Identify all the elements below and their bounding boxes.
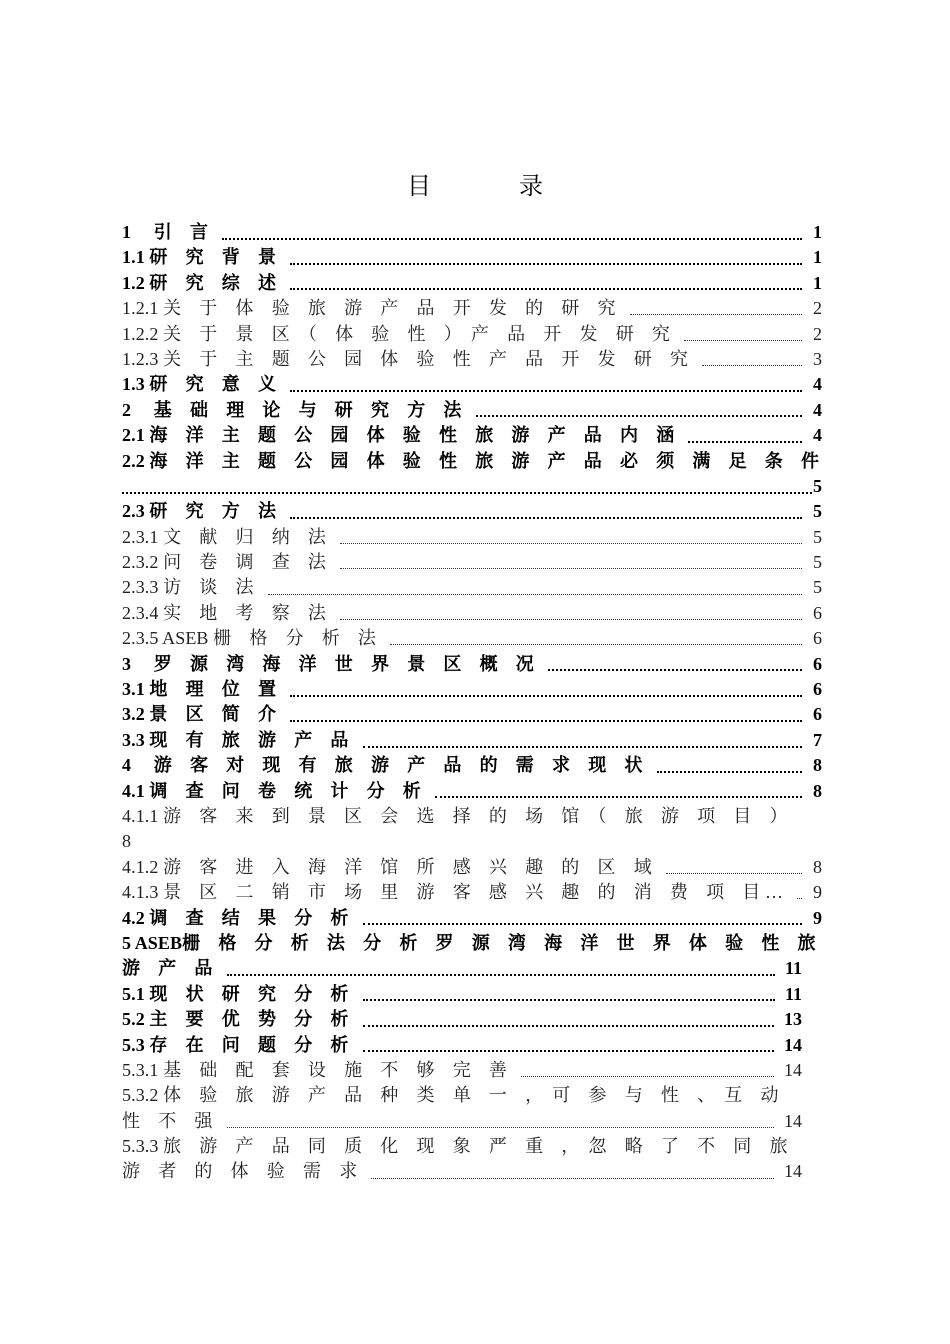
toc-entry-page: 2	[813, 323, 822, 344]
toc-entry-label: 1.2.2 关 于 景 区 （ 体 验 性 ） 产 品 开 发 研 究	[122, 323, 670, 344]
toc-entry-label: 2.3.1 文 献 归 纳 法	[122, 526, 326, 547]
toc-entry[interactable]	[122, 474, 822, 499]
toc-entry-page: 6	[813, 653, 822, 674]
toc-entry[interactable]	[122, 271, 822, 296]
toc-leader-dots	[371, 1178, 774, 1179]
toc-entry-label: 4 游 客 对 现 有 旅 游 产 品 的 需 求 现 状	[122, 755, 643, 776]
toc-entry[interactable]	[122, 245, 822, 270]
toc-entry[interactable]	[122, 982, 802, 1007]
toc-entry-page: 3	[813, 348, 822, 369]
toc-leader-dots	[363, 1050, 775, 1052]
toc-entry-page: 7	[813, 729, 822, 750]
toc-entry[interactable]	[122, 601, 822, 626]
toc-entry-label: 游 产 品	[122, 958, 213, 979]
toc-title	[0, 166, 950, 201]
toc-entry-page: 14	[784, 1034, 802, 1055]
toc-leader-dots	[630, 314, 802, 315]
toc-entry-label: 5.2 主 要 优 势 分 析	[122, 1009, 349, 1030]
toc-leader-dots	[122, 492, 812, 494]
toc-entry-label: 5.3.2 体 验 旅 游 产 品 种 类 单 一 ， 可 参 与 性 、 互 动	[122, 1085, 779, 1106]
toc-entry-page: 5	[813, 475, 822, 496]
toc-entry-page: 9	[813, 882, 822, 903]
toc-entry-page: 5	[813, 552, 822, 573]
toc-entry-label: 2 基 础 理 论 与 研 究 方 法	[122, 399, 462, 420]
toc-entry[interactable]	[122, 931, 822, 956]
toc-entry[interactable]	[122, 626, 822, 651]
toc-leader-dots	[290, 390, 802, 392]
toc-entry[interactable]	[122, 1007, 802, 1032]
toc-entry-page: 9	[813, 907, 822, 928]
toc-entry-page: 1	[813, 222, 822, 242]
toc-leader-dots	[476, 415, 803, 417]
toc-entry-page: 5	[813, 501, 822, 522]
toc-leader-dots	[363, 923, 803, 925]
toc-entry[interactable]	[122, 855, 822, 880]
toc-entry-page: 11	[784, 983, 802, 1004]
toc-entry[interactable]	[122, 1134, 822, 1159]
toc-leader-dots	[390, 644, 802, 645]
toc-entry[interactable]	[122, 575, 822, 600]
toc-entry-label: 1 引 言	[122, 222, 209, 242]
toc-entry-page: 11	[784, 958, 802, 979]
toc-entry-label: 5.3.1 基 础 配 套 设 施 不 够 完 善	[122, 1059, 507, 1080]
toc-leader-dots	[290, 263, 802, 265]
toc-entry[interactable]	[122, 753, 822, 778]
toc-entry[interactable]	[122, 322, 822, 347]
toc-entry-page: 4	[813, 425, 822, 446]
toc-entry-page: 4	[813, 399, 822, 420]
toc-leader-dots	[363, 999, 775, 1001]
toc-entry[interactable]	[122, 1058, 802, 1083]
toc-entry-label: 3.2 景 区 简 介	[122, 704, 277, 725]
toc-entry-label: 1.2.1 关 于 体 验 旅 游 产 品 开 发 的 研 究	[122, 298, 616, 319]
toc-leader-dots	[227, 974, 775, 976]
toc-entry[interactable]	[122, 1083, 822, 1108]
toc-leader-dots	[702, 365, 802, 366]
toc-entry-label: 3.1 地 理 位 置	[122, 679, 277, 700]
toc-entry-label: 2.2 海 洋 主 题 公 园 体 验 性 旅 游 产 品 必 须 满 足 条 件	[122, 450, 820, 471]
table-of-contents	[122, 220, 822, 1185]
toc-entry-label: 3 罗 源 湾 海 洋 世 界 景 区 概 况	[122, 653, 534, 674]
toc-entry-label: 5.1 现 状 研 究 分 析	[122, 983, 349, 1004]
toc-title-char-2: 录	[519, 174, 543, 200]
toc-leader-dots	[290, 720, 802, 722]
toc-leader-dots	[222, 238, 802, 240]
toc-entry-page: 8	[813, 856, 822, 877]
toc-entry-page: 4	[813, 374, 822, 395]
toc-entry[interactable]	[122, 728, 822, 753]
toc-entry[interactable]	[122, 398, 822, 423]
toc-entry-label: 1.2 研 究 综 述	[122, 272, 277, 293]
toc-leader-dots	[227, 1127, 775, 1128]
toc-entry-label: 1.3 研 究 意 义	[122, 374, 277, 395]
toc-entry[interactable]	[122, 423, 822, 448]
toc-entry[interactable]	[122, 1033, 802, 1058]
toc-leader-dots	[340, 543, 802, 544]
toc-entry-label: 2.3 研 究 方 法	[122, 501, 277, 522]
toc-entry-label: 4.1 调 查 问 卷 统 计 分 析	[122, 780, 421, 801]
toc-entry-label: 1.1 研 究 背 景	[122, 247, 277, 268]
toc-entry-page: 14	[784, 1059, 802, 1080]
toc-entry-label: 4.1.1 游 客 来 到 景 区 会 选 择 的 场 馆 （ 旅 游 项 目 ）	[122, 805, 788, 826]
toc-entry-page: 6	[813, 628, 822, 649]
toc-entry-label: 性 不 强	[122, 1110, 213, 1131]
toc-entry-page: 2	[813, 298, 822, 319]
toc-entry-label: 1.2.3 关 于 主 题 公 园 体 验 性 产 品 开 发 研 究	[122, 348, 688, 369]
toc-leader-dots	[657, 771, 803, 773]
toc-leader-dots	[548, 669, 802, 671]
toc-entry-page: 1	[813, 247, 822, 268]
toc-leader-dots	[290, 288, 802, 290]
toc-entry-label: 4.1.2 游 客 进 入 海 洋 馆 所 感 兴 趣 的 区 域	[122, 856, 652, 877]
toc-leader-dots	[363, 1025, 775, 1027]
toc-entry[interactable]	[122, 347, 822, 372]
toc-entry[interactable]	[122, 525, 822, 550]
toc-leader-dots	[435, 796, 802, 798]
toc-entry[interactable]	[122, 956, 802, 981]
toc-entry[interactable]	[122, 702, 822, 727]
toc-leader-dots	[521, 1076, 774, 1077]
toc-entry[interactable]	[122, 906, 822, 931]
toc-entry-page: 14	[784, 1161, 802, 1182]
toc-entry[interactable]	[122, 804, 822, 829]
toc-entry[interactable]	[122, 1159, 802, 1184]
toc-leader-dots	[684, 340, 802, 341]
toc-entry-label: 4.2 调 查 结 果 分 析	[122, 907, 349, 928]
toc-entry[interactable]	[122, 779, 822, 804]
toc-entry-label: 5.3 存 在 问 题 分 析	[122, 1034, 349, 1055]
toc-title-char-1: 目	[407, 174, 431, 200]
toc-leader-dots	[363, 746, 803, 748]
toc-entry[interactable]	[122, 550, 822, 575]
toc-leader-dots	[666, 873, 802, 874]
toc-entry-label: 4.1.3 景 区 二 销 市 场 里 游 客 感 兴 趣 的 消 费 项 目 …	[122, 882, 784, 903]
toc-entry[interactable]	[122, 1109, 802, 1134]
toc-entry-page: 14	[784, 1110, 802, 1131]
toc-entry-label: 5 ASEB栅 格 分 析 法 分 析 罗 源 湾 海 洋 世 界 体 验 性 旅	[122, 932, 816, 953]
toc-leader-dots	[290, 517, 802, 519]
toc-entry-label: 2.3.5 ASEB 栅 格 分 析 法	[122, 628, 377, 649]
toc-entry-page: 8	[813, 755, 822, 776]
toc-entry-page: 13	[784, 1009, 802, 1030]
toc-entry[interactable]	[122, 449, 822, 474]
toc-entry-page: 1	[813, 272, 822, 293]
toc-leader-dots	[688, 441, 802, 443]
toc-leader-dots	[340, 619, 802, 620]
toc-leader-dots	[290, 695, 802, 697]
toc-entry-label: 8	[122, 831, 132, 852]
toc-entry[interactable]	[122, 880, 822, 905]
toc-entry-label: 5.3.3 旅 游 产 品 同 质 化 现 象 严 重 ， 忽 略 了 不 同 旅	[122, 1136, 788, 1157]
toc-leader-dots	[340, 568, 802, 569]
toc-entry-page: 5	[813, 526, 822, 547]
toc-entry-label: 2.3.3 访 谈 法	[122, 577, 254, 598]
toc-entry-page: 5	[813, 577, 822, 598]
toc-entry[interactable]	[122, 296, 822, 321]
toc-entry-page: 8	[813, 780, 822, 801]
toc-entry-label: 2.3.2 问 卷 调 查 法	[122, 552, 326, 573]
toc-entry[interactable]	[122, 499, 822, 524]
toc-entry[interactable]	[122, 652, 822, 677]
toc-leader-dots	[797, 898, 802, 899]
toc-entry[interactable]	[122, 220, 822, 245]
toc-entry[interactable]	[122, 372, 822, 397]
toc-entry[interactable]	[122, 677, 822, 702]
toc-leader-dots	[268, 594, 802, 595]
toc-entry-label: 2.3.4 实 地 考 察 法	[122, 602, 326, 623]
toc-entry-label: 2.1 海 洋 主 题 公 园 体 验 性 旅 游 产 品 内 涵	[122, 425, 675, 446]
toc-entry[interactable]	[122, 829, 822, 854]
toc-entry-page: 6	[813, 704, 822, 725]
toc-entry-page: 6	[813, 679, 822, 700]
toc-entry-page: 6	[813, 602, 822, 623]
toc-entry-label: 游 者 的 体 验 需 求	[122, 1161, 358, 1182]
toc-entry-label: 3.3 现 有 旅 游 产 品	[122, 729, 349, 750]
